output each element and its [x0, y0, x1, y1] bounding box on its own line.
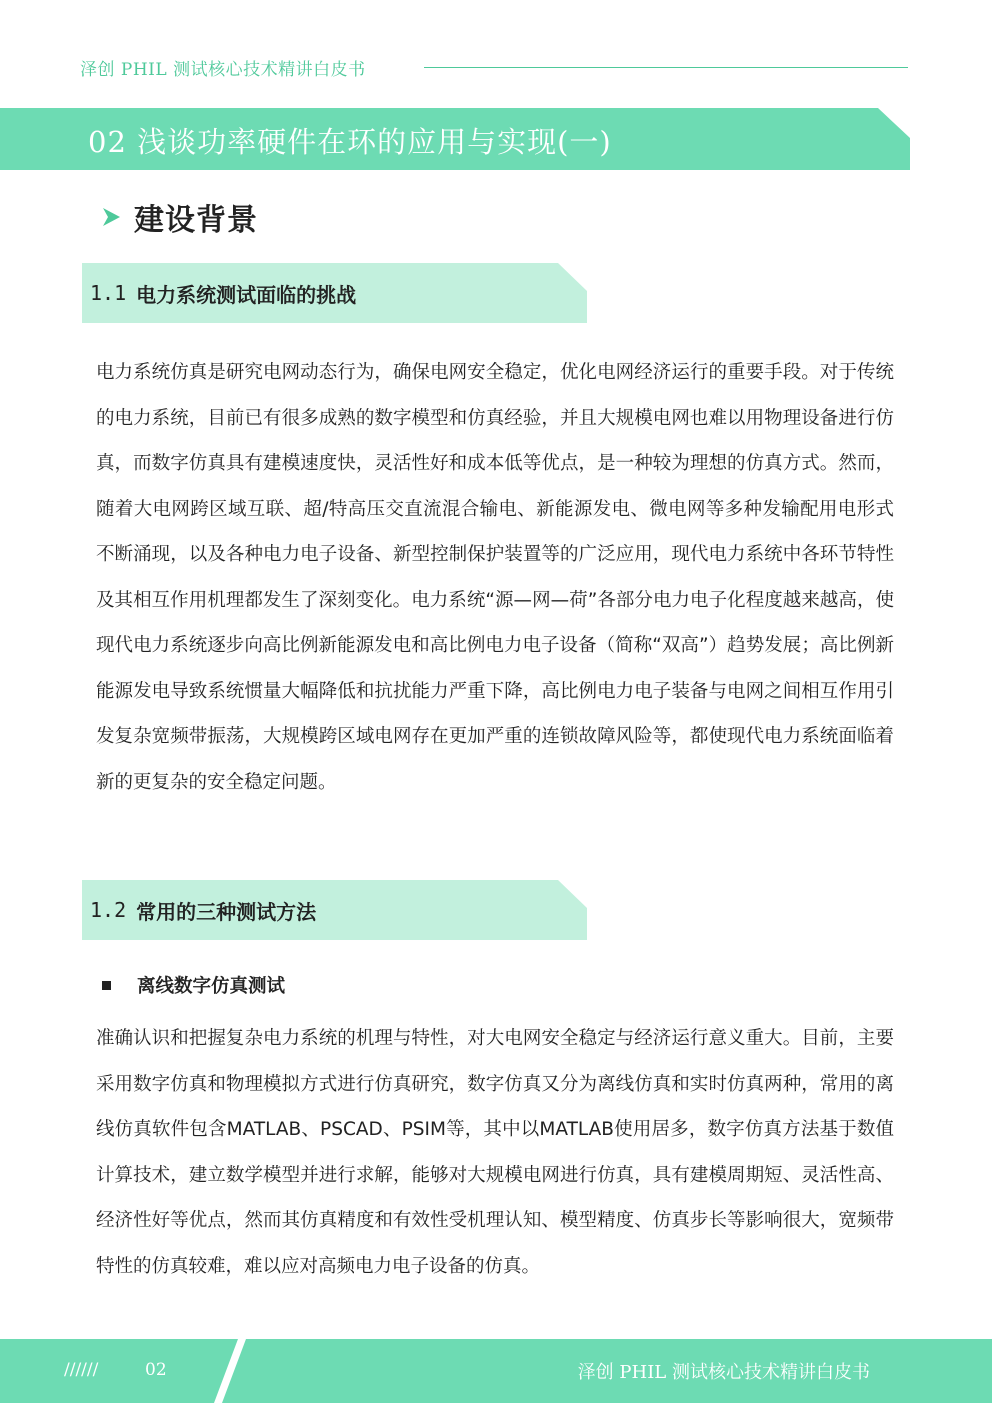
subsection-title-text: 常用的三种测试方法	[136, 899, 317, 924]
subsection-title-text: 电力系统测试面临的挑战	[136, 282, 357, 307]
section-heading	[100, 195, 258, 239]
subsection-number: 1.2	[90, 898, 127, 922]
footer-slashes: //////	[64, 1360, 99, 1380]
subsection-banner-1	[82, 263, 587, 323]
bullet-offline-simulation	[102, 970, 285, 1000]
footer-title: 泽创 PHIL 测试核心技术精讲白皮书	[577, 1362, 870, 1383]
paragraph-offline-simulation: 准确认识和把握复杂电力系统的机理与特性，对大电网安全稳定与经济运行意义重大。目前，主要采用数字仿真和物理模拟方式进行仿真研究，数字仿真又分为离线仿真和实时仿真两种，常用的离线仿真软件包含MATLAB、PSCAD、PSIM等，其中以MATLAB使用居多，数字仿真方法基于数值计算技术，建立数学模型并进行求解，能够对大规模电网进行仿真，具有建模周期短、灵活性高、经济性好等优点，然而其仿真精度和有效性受机理认知、模型精度、仿真步长等影响很大，宽频带特性的仿真较难，难以应对高频电力电子设备的仿真。	[96, 1028, 894, 1277]
subsection-banner-2	[82, 880, 587, 940]
header-divider	[424, 67, 908, 68]
subsection-title	[90, 880, 316, 940]
paragraph-power-system-challenges: 电力系统仿真是研究电网动态行为，确保电网安全稳定，优化电网经济运行的重要手段。对于传统的电力系统，目前已有很多成熟的数字模型和仿真经验，并且大规模电网也难以用物理设备进行仿真，而数字仿真具有建模速度快，灵活性好和成本低等优点，是一种较为理想的仿真方式。然而，随着大电网跨区域互联、超/特高压交直流混合输电、新能源发电、微电网等多种发输配用电形式不断涌现，以及各种电力电子设备、新型控制保护装置等的广泛应用，现代电力系统中各环节特性及其相互作用机理都发生了深刻变化。电力系统“源—网—荷”各部分电力电子化程度越来越高，使现代电力系统逐步向高比例新能源发电和高比例电力电子设备（简称“双高”）趋势发展；高比例新能源发电导致系统惯量大幅降低和抗扰能力严重下降，高比例电力电子装备与电网之间相互作用引发复杂宽频带振荡，大规模跨区域电网存在更加严重的连锁故障风险等，都使现代电力系统面临着新的更复杂的安全稳定问题。	[96, 362, 894, 793]
arrow-right-icon	[100, 206, 122, 228]
subsection-number: 1.1	[90, 281, 127, 305]
page-number: 02	[145, 1360, 167, 1380]
bullet-text: 离线数字仿真测试	[137, 976, 286, 997]
header-title: 泽创 PHIL 测试核心技术精讲白皮书	[80, 60, 366, 80]
square-bullet-icon	[102, 981, 111, 990]
subsection-title	[90, 263, 356, 323]
section-title: 建设背景	[134, 203, 258, 238]
chapter-title: 02 浅谈功率硬件在环的应用与实现(一)	[88, 125, 612, 159]
